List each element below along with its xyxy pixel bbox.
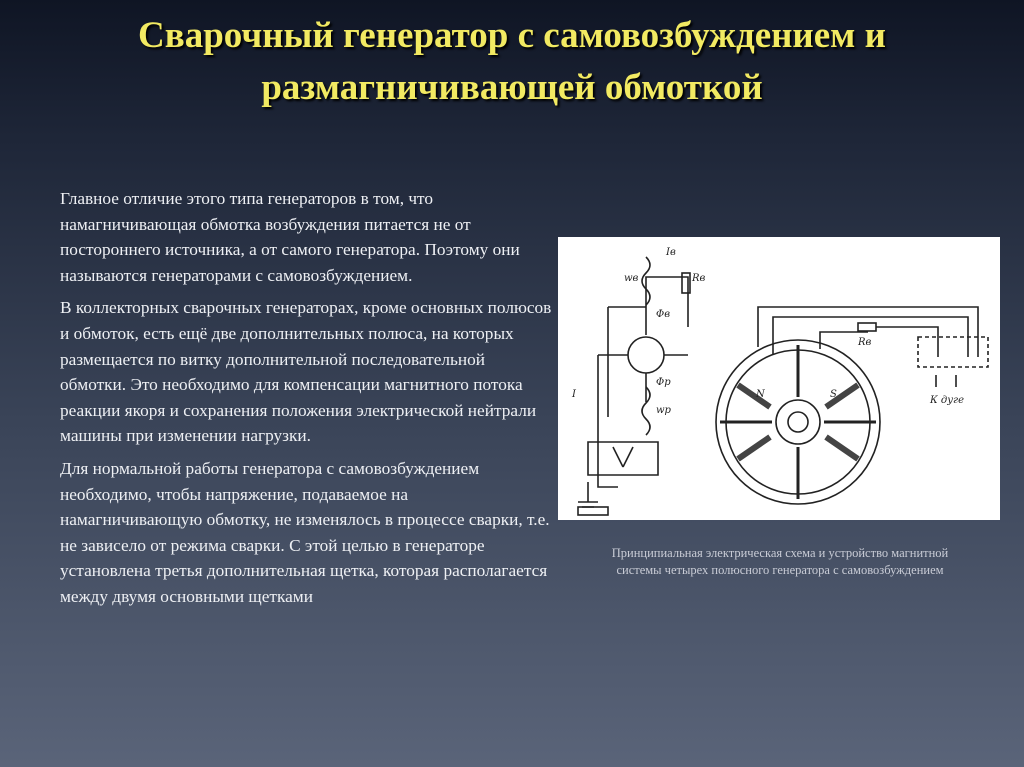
aux-poles — [720, 345, 876, 499]
label-phib: Φв — [656, 309, 671, 320]
label-rb-right: Rв — [858, 337, 872, 348]
generator-diagram — [558, 237, 1000, 520]
resistor-rb-right — [858, 323, 876, 331]
wire-rb-out — [876, 327, 938, 357]
label-pole-s: S — [830, 389, 837, 400]
text-block — [60, 186, 552, 617]
arc-terminal-leads — [936, 375, 956, 387]
switch-contacts — [613, 447, 633, 467]
label-wp: wр — [656, 405, 671, 416]
paragraph-2: В коллекторных сварочных генераторах, кроме основных полюсов и обмоток, есть ещё две дополнительных полюса, на которых размещается по витку дополнительной последовательной обмотки. Это необходимо для компенсации магнитного потока реакции якоря и сохранения положения электрической нейтрали машины при изменении нагрузки. — [60, 298, 552, 446]
label-to-arc: К дуге — [930, 395, 965, 406]
electrode-holder — [578, 507, 608, 515]
label-rb-left: Rв — [692, 273, 706, 284]
slide-title: Сварочный генератор с самовозбуждением и размагничивающей обмоткой — [138, 15, 886, 108]
paragraph-1: Главное отличие этого типа генераторов в том, что намагничивающая обмотка возбуждения питается не от постороннего источника, а от самого генератора. Поэтому они называются генераторами с самовозбуждением. — [60, 189, 520, 285]
label-ib: Iв — [666, 247, 676, 258]
rotor — [776, 400, 820, 444]
label-wb: wв — [624, 273, 639, 284]
label-phip: Φр — [656, 377, 671, 388]
ground-symbol — [578, 482, 598, 507]
diagram-svg — [558, 237, 1000, 520]
armature — [628, 337, 664, 373]
figure-caption: Принципиальная электрическая схема и устройство магнитной системы четырех полюсного генератора с самовозбуждением — [611, 546, 949, 577]
label-i: I — [572, 389, 576, 400]
label-pole-n: N — [756, 389, 765, 400]
shaft — [788, 412, 808, 432]
paragraph-3: Для нормальной работы генератора с самовозбуждением необходимо, чтобы напряжение, подаваемое на намагничивающую обмотку, не изменялось в процессе сварки, т.е. не зависело от режима сварки. С этой целью в генераторе установлена третья дополнительная щетка, которая располагается между двумя основными щетками — [60, 458, 550, 606]
